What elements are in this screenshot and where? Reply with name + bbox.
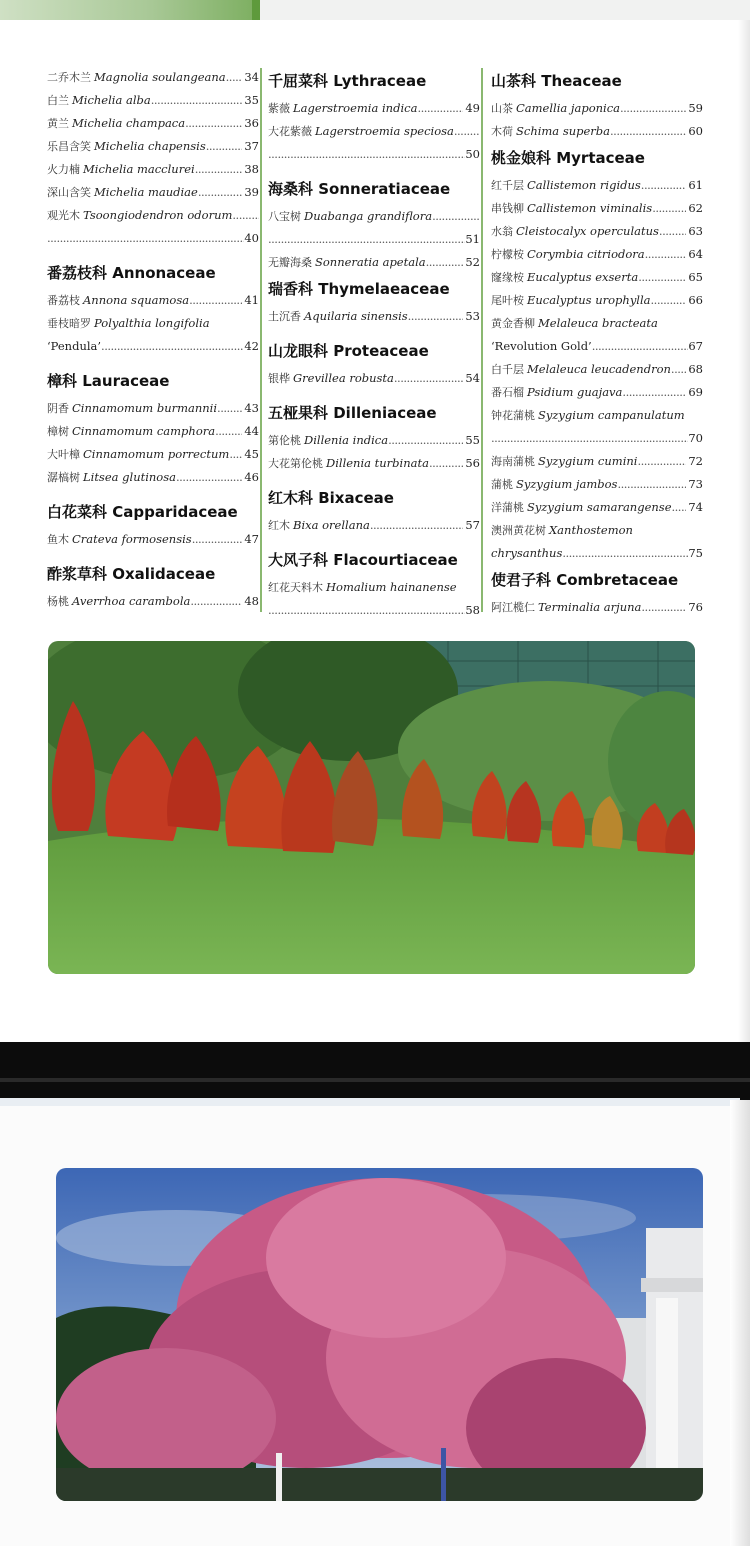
hillside-illustration — [48, 641, 695, 974]
toc-entry-continuation: ..... 58 — [268, 599, 480, 622]
toc-entry: 大花紫薇 Lagerstroemia speciosa ..... — [268, 120, 480, 143]
page-gutter-shadow — [738, 20, 750, 1042]
toc-entry: 阴香 Cinnamomum burmannii ..... 43 — [47, 397, 259, 420]
toc-entry: 火力楠 Michelia macclurei ..... 38 — [47, 158, 259, 181]
pink-blossom-tree-photo — [56, 1168, 703, 1501]
family-heading-annonaceae: 番荔枝科 Annonaceae — [47, 264, 216, 282]
family-heading-oxalidaceae: 酢浆草科 Oxalidaceae — [47, 565, 216, 583]
toc-entry: 洋蒲桃 Syzygium samarangense ..... 74 — [491, 496, 703, 519]
family-heading-combretaceae: 使君子科 Combretaceae — [491, 571, 679, 589]
toc-entry: 木荷 Schima superba ..... 60 — [491, 120, 703, 143]
family-heading-myrtaceae: 桃金娘科 Myrtaceae — [491, 149, 645, 167]
family-heading-proteaceae: 山龙眼科 Proteaceae — [268, 342, 429, 360]
toc-entry: 海南蒲桃 Syzygium cumini ..... 72 — [491, 450, 703, 473]
toc-entry: 大花第伦桃 Dillenia turbinata ..... 56 — [268, 452, 480, 475]
magnolia-entries — [47, 66, 259, 250]
toc-entry: 黄兰 Michelia champaca ..... 36 — [47, 112, 259, 135]
toc-entry: 第伦桃 Dillenia indica ..... 55 — [268, 429, 480, 452]
toc-entry: 银桦 Grevillea robusta ..... 54 — [268, 367, 480, 390]
page-seam-highlight — [0, 1078, 750, 1082]
toc-entry-continuation: ‘Revolution Gold’ ..... 67 — [491, 335, 703, 358]
toc-entry: 番荔枝 Annona squamosa ..... 41 — [47, 289, 259, 312]
toc-entry: 山茶 Camellia japonica ..... 59 — [491, 97, 703, 120]
toc-column-1 — [47, 66, 259, 613]
toc-entry-continuation: ..... 70 — [491, 427, 703, 450]
family-heading-theaceae: 山茶科 Theaceae — [491, 72, 622, 90]
toc-entry: 潺槁树 Litsea glutinosa ..... 46 — [47, 466, 259, 489]
toc-entry-continuation: ..... 51 — [268, 228, 480, 251]
toc-entry: 无瓣海桑 Sonneratia apetala ..... 52 — [268, 251, 480, 274]
family-heading-sonneratiaceae: 海桑科 Sonneratiaceae — [268, 180, 451, 198]
red-conifer-hillside-photo — [48, 641, 695, 974]
toc-entry: 柠檬桉 Corymbia citriodora ..... 64 — [491, 243, 703, 266]
toc-entry: 二乔木兰 Magnolia soulangeana ..... 34 — [47, 66, 259, 89]
toc-entry: 土沉香 Aquilaria sinensis ..... 53 — [268, 305, 480, 328]
toc-entry: 白兰 Michelia alba ..... 35 — [47, 89, 259, 112]
toc-entry: 蒲桃 Syzygium jambos ..... 73 — [491, 473, 703, 496]
toc-entry-continuation: ‘Pendula’ ..... 42 — [47, 335, 259, 358]
family-heading-bixaceae: 红木科 Bixaceae — [268, 489, 394, 507]
toc-entry: 白千层 Melaleuca leucadendron ..... 68 — [491, 358, 703, 381]
toc-entry: 八宝树 Duabanga grandiflora ..... — [268, 205, 480, 228]
family-heading-capparidaceae: 白花菜科 Capparidaceae — [47, 503, 238, 521]
thumbnail-edge — [252, 0, 260, 20]
toc-entry: 红千层 Callistemon rigidus ..... 61 — [491, 174, 703, 197]
toc-entry: 红花天料木 Homalium hainanense — [268, 580, 457, 594]
toc-entry: 乐昌含笑 Michelia chapensis ..... 37 — [47, 135, 259, 158]
toc-entry: 串钱柳 Callistemon viminalis ..... 62 — [491, 197, 703, 220]
column-rule — [481, 68, 483, 612]
toc-column-3 — [491, 66, 703, 619]
toc-entry-continuation: ..... 50 — [268, 143, 480, 166]
toc-entry: 深山含笑 Michelia maudiae ..... 39 — [47, 181, 259, 204]
page-top-edge — [0, 1098, 740, 1106]
toc-entry: 樟树 Cinnamomum camphora ..... 44 — [47, 420, 259, 443]
toc-entry-continuation: ..... 40 — [47, 227, 259, 250]
toc-entry: 大叶樟 Cinnamomum porrectum ..... 45 — [47, 443, 259, 466]
previous-page-thumbnail — [0, 0, 252, 20]
toc-entry: 番石榴 Psidium guajava ..... 69 — [491, 381, 703, 404]
toc-entry: 窿缘桉 Eucalyptus exserta ..... 65 — [491, 266, 703, 289]
toc-column-2 — [268, 66, 480, 622]
toc-entry: 黄金香柳 Melaleuca bracteata — [491, 316, 658, 330]
family-heading-lauraceae: 樟科 Lauraceae — [47, 372, 170, 390]
toc-entry: 紫薇 Lagerstroemia indica ..... 49 — [268, 97, 480, 120]
toc-entry: 水翁 Cleistocalyx operculatus ..... 63 — [491, 220, 703, 243]
blossom-illustration — [56, 1168, 703, 1501]
toc-entry: 鱼木 Crateva formosensis ..... 47 — [47, 528, 259, 551]
toc-entry: 红木 Bixa orellana ..... 57 — [268, 514, 480, 537]
toc-entry: 垂枝暗罗 Polyalthia longifolia — [47, 316, 210, 330]
page-seam — [0, 1042, 750, 1100]
toc-entry: 尾叶桉 Eucalyptus urophylla ..... 66 — [491, 289, 703, 312]
toc-entry: 观光木 Tsoongiodendron odorum ..... — [47, 204, 259, 227]
column-rule — [260, 68, 262, 612]
toc-entry: 澳洲黄花树 Xanthostemon — [491, 523, 633, 537]
toc-entry: 杨桃 Averrhoa carambola ..... 48 — [47, 590, 259, 613]
family-heading-dilleniaceae: 五桠果科 Dilleniaceae — [268, 404, 437, 422]
toc-entry: 钟花蒲桃 Syzygium campanulatum — [491, 408, 685, 422]
toc-entry-continuation: chrysanthus ..... 75 — [491, 542, 703, 565]
family-heading-flacourtiaceae: 大风子科 Flacourtiaceae — [268, 551, 458, 569]
family-heading-thymelaeaceae: 瑞香科 Thymelaeaceae — [268, 280, 450, 298]
toc-entry: 阿江榄仁 Terminalia arjuna ..... 76 — [491, 596, 703, 619]
page-edge-shadow — [730, 1100, 750, 1546]
family-heading-lythraceae: 千屈菜科 Lythraceae — [268, 72, 427, 90]
